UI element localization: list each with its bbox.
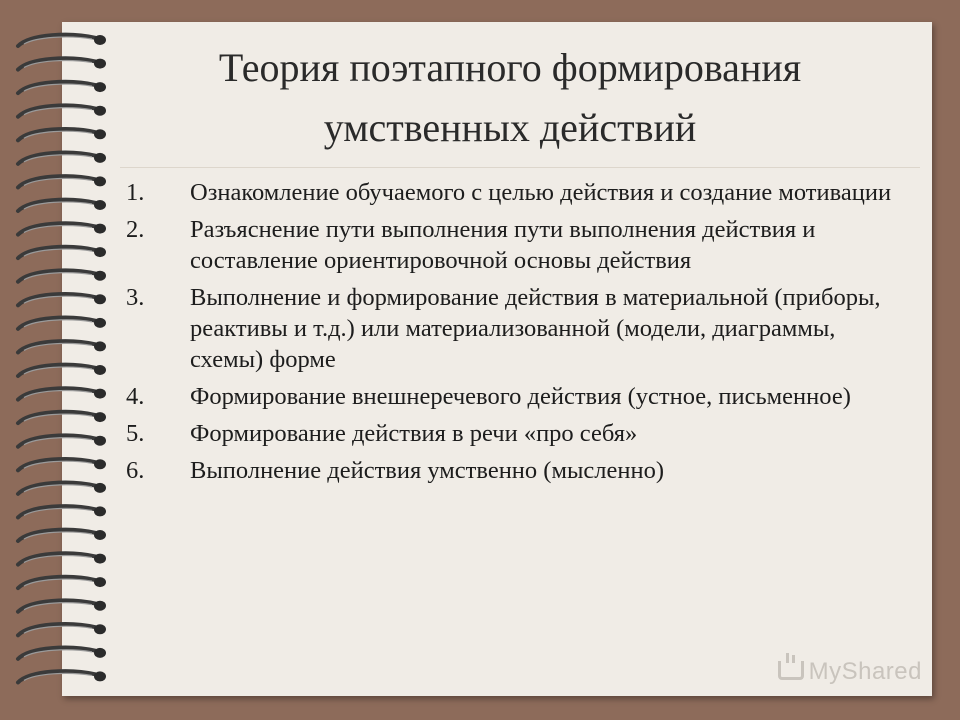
step-text: Ознакомление обучаемого с целью действия и создание мотивации	[190, 179, 892, 206]
step-number: 3.	[126, 284, 145, 311]
watermark	[778, 658, 922, 686]
step-number: 1.	[126, 179, 145, 206]
step-number: 5.	[126, 420, 145, 447]
spiral-coil	[18, 294, 106, 305]
spiral-coil	[18, 459, 106, 470]
title-line-1: Теория поэтапного формирования	[218, 45, 802, 90]
spiral-coil	[18, 506, 106, 517]
list-item	[126, 418, 906, 449]
step-number: 2.	[126, 216, 145, 243]
steps-list	[126, 177, 906, 492]
slide-title	[100, 38, 920, 158]
list-item	[126, 455, 906, 486]
spiral-coil	[18, 483, 106, 494]
spiral-coil	[18, 624, 106, 635]
spiral-coil	[18, 105, 106, 116]
spiral-coil	[18, 412, 106, 423]
spiral-coil	[18, 200, 106, 211]
step-number: 4.	[126, 383, 145, 410]
spiral-coil	[18, 129, 106, 140]
bar-chart-icon	[778, 661, 804, 680]
step-text: Формирование действия в речи «про себя»	[190, 420, 638, 447]
spiral-coil	[18, 223, 106, 234]
spiral-coil	[18, 365, 106, 376]
step-number: 6.	[126, 457, 145, 484]
spiral-coil	[18, 176, 106, 187]
step-text: Выполнение и формирование действия в материальной (приборы, реактивы и т.д.) или материализованной (модели, диаграммы, схемы) форме	[190, 284, 881, 373]
step-text: Формирование внешнеречевого действия (устное, письменное)	[190, 383, 851, 410]
spiral-coil	[18, 648, 106, 659]
step-text: Выполнение действия умственно (мысленно)	[190, 457, 665, 484]
list-item	[126, 282, 906, 375]
watermark-text: MyShared	[808, 658, 922, 685]
spiral-coil	[18, 270, 106, 281]
spiral-coil	[18, 530, 106, 541]
spiral-binding	[10, 28, 110, 688]
spiral-coil	[18, 247, 106, 258]
spiral-coil	[18, 388, 106, 399]
spiral-coil	[18, 318, 106, 329]
spiral-coil	[18, 153, 106, 164]
list-item	[126, 381, 906, 412]
spiral-coil	[18, 600, 106, 611]
spiral-coil	[18, 35, 106, 46]
spiral-coil	[18, 577, 106, 588]
spiral-coil	[18, 82, 106, 93]
spiral-coil	[18, 435, 106, 446]
spiral-coil	[18, 671, 106, 682]
spiral-coil	[18, 553, 106, 564]
list-item	[126, 214, 906, 276]
title-divider	[120, 167, 920, 168]
spiral-coil	[18, 58, 106, 69]
spiral-coil	[18, 341, 106, 352]
list-item	[126, 177, 906, 208]
title-line-2: умственных действий	[323, 105, 697, 150]
step-text: Разъяснение пути выполнения пути выполнения действия и составление ориентировочной основы действия	[190, 216, 816, 274]
